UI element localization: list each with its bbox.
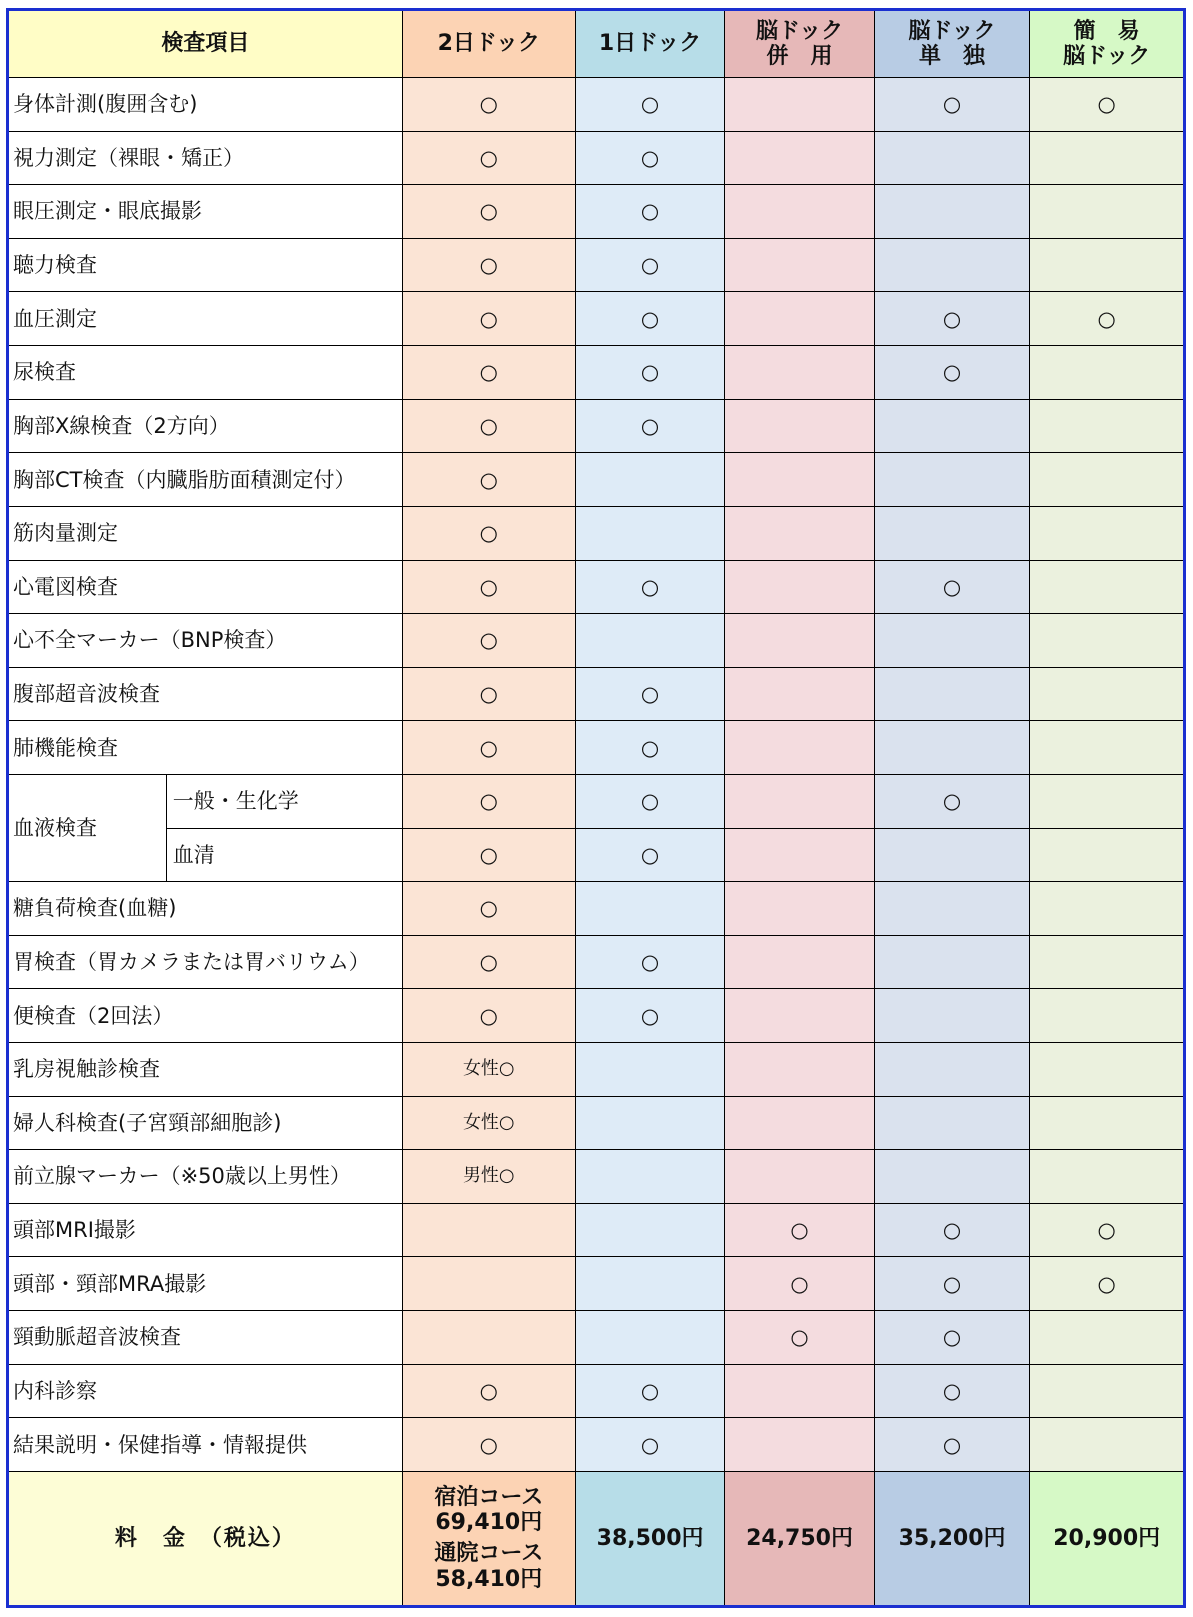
mark-cell bbox=[874, 1150, 1030, 1204]
mark-cell: ○ bbox=[874, 78, 1030, 132]
mark-cell: ○ bbox=[402, 667, 575, 721]
mark-cell: ○ bbox=[1030, 292, 1185, 346]
table-row bbox=[8, 989, 1185, 1043]
mark-cell: ○ bbox=[402, 935, 575, 989]
header-course-1day bbox=[575, 10, 724, 78]
blood-sub-item: 血清 bbox=[166, 828, 402, 882]
mark-cell bbox=[874, 238, 1030, 292]
mark-cell bbox=[874, 1096, 1030, 1150]
mark-cell bbox=[725, 506, 874, 560]
mark-cell bbox=[1030, 721, 1185, 775]
mark-cell: ○ bbox=[575, 774, 724, 828]
mark-cell: ○ bbox=[725, 1311, 874, 1365]
mark-cell: ○ bbox=[575, 1364, 724, 1418]
fee-2day bbox=[402, 1471, 575, 1606]
mark-cell: ○ bbox=[575, 560, 724, 614]
exam-name: 結果説明・保健指導・情報提供 bbox=[8, 1418, 403, 1472]
fee-label: 料 金 （税込） bbox=[8, 1471, 403, 1606]
mark-cell bbox=[874, 882, 1030, 936]
mark-cell bbox=[1030, 131, 1185, 185]
exam-name: 心不全マーカー（BNP検査） bbox=[8, 614, 403, 668]
mark-cell: ○ bbox=[874, 774, 1030, 828]
mark-cell bbox=[575, 1203, 724, 1257]
mark-cell: ○ bbox=[575, 667, 724, 721]
mark-cell bbox=[874, 506, 1030, 560]
header-course-brain-combo bbox=[725, 10, 874, 78]
mark-cell: ○ bbox=[575, 292, 724, 346]
mark-cell bbox=[1030, 399, 1185, 453]
mark-cell bbox=[874, 453, 1030, 507]
mark-cell: ○ bbox=[575, 185, 724, 239]
mark-cell: ○ bbox=[402, 721, 575, 775]
mark-cell: ○ bbox=[402, 346, 575, 400]
mark-cell bbox=[1030, 828, 1185, 882]
mark-cell bbox=[402, 1311, 575, 1365]
mark-cell bbox=[575, 614, 724, 668]
mark-cell: ○ bbox=[402, 774, 575, 828]
header-brain-solo-l2: 単 独 bbox=[919, 44, 986, 70]
exam-name: 糖負荷検査(血糖) bbox=[8, 882, 403, 936]
mark-cell bbox=[874, 614, 1030, 668]
table-row bbox=[8, 506, 1185, 560]
exam-name: 尿検査 bbox=[8, 346, 403, 400]
mark-cell bbox=[725, 1150, 874, 1204]
table-row bbox=[8, 1311, 1185, 1365]
mark-cell: ○ bbox=[402, 453, 575, 507]
mark-cell: ○ bbox=[575, 828, 724, 882]
mark-cell: ○ bbox=[874, 1311, 1030, 1365]
mark-cell: ○ bbox=[1030, 1203, 1185, 1257]
table-row bbox=[8, 882, 1185, 936]
mark-cell: ○ bbox=[575, 989, 724, 1043]
table-row bbox=[8, 935, 1185, 989]
mark-cell: ○ bbox=[402, 238, 575, 292]
mark-cell bbox=[725, 131, 874, 185]
mark-cell: ○ bbox=[402, 399, 575, 453]
exam-name: 胃検査（胃カメラまたは胃バリウム） bbox=[8, 935, 403, 989]
table-row bbox=[8, 828, 1185, 882]
header-2day-label: 2日ドック bbox=[437, 31, 541, 57]
mark-cell: ○ bbox=[402, 614, 575, 668]
mark-cell bbox=[725, 667, 874, 721]
table-row bbox=[8, 292, 1185, 346]
mark-cell bbox=[725, 292, 874, 346]
exam-name: 便検査（2回法） bbox=[8, 989, 403, 1043]
header-simple-brain-l1: 簡 易 bbox=[1073, 18, 1140, 44]
mark-cell bbox=[575, 882, 724, 936]
fee-brain-combo: 24,750円 bbox=[725, 1471, 874, 1606]
header-course-2day bbox=[402, 10, 575, 78]
exam-name: 内科診察 bbox=[8, 1364, 403, 1418]
mark-cell: ○ bbox=[725, 1203, 874, 1257]
mark-cell: ○ bbox=[402, 131, 575, 185]
mark-cell bbox=[725, 1364, 874, 1418]
mark-cell bbox=[725, 721, 874, 775]
exam-name: 腹部超音波検査 bbox=[8, 667, 403, 721]
table-row bbox=[8, 721, 1185, 775]
mark-cell bbox=[575, 1043, 724, 1097]
mark-cell bbox=[874, 989, 1030, 1043]
mark-cell bbox=[1030, 506, 1185, 560]
mark-cell: ○ bbox=[402, 989, 575, 1043]
mark-cell bbox=[575, 1150, 724, 1204]
mark-cell bbox=[725, 560, 874, 614]
exam-name: 頸動脈超音波検査 bbox=[8, 1311, 403, 1365]
mark-cell bbox=[874, 828, 1030, 882]
mark-cell bbox=[1030, 1364, 1185, 1418]
fee-1day: 38,500円 bbox=[575, 1471, 724, 1606]
mark-cell bbox=[874, 935, 1030, 989]
mark-cell bbox=[575, 1257, 724, 1311]
table-row bbox=[8, 1043, 1185, 1097]
mark-cell: ○ bbox=[402, 1418, 575, 1472]
mark-cell: ○ bbox=[575, 346, 724, 400]
mark-cell bbox=[725, 1096, 874, 1150]
header-course-simple-brain bbox=[1030, 10, 1185, 78]
exam-name: 筋肉量測定 bbox=[8, 506, 403, 560]
mark-cell: ○ bbox=[402, 1364, 575, 1418]
table-row bbox=[8, 399, 1185, 453]
header-1day-label: 1日ドック bbox=[598, 31, 702, 57]
stay-course-price: 69,410円 bbox=[435, 1510, 543, 1536]
table-row bbox=[8, 453, 1185, 507]
exam-name: 視力測定（裸眼・矯正） bbox=[8, 131, 403, 185]
mark-cell: ○ bbox=[874, 560, 1030, 614]
table-row bbox=[8, 560, 1185, 614]
mark-cell bbox=[874, 399, 1030, 453]
course-comparison-table bbox=[6, 8, 1186, 1608]
mark-cell bbox=[725, 614, 874, 668]
mark-cell: 男性○ bbox=[402, 1150, 575, 1204]
mark-cell bbox=[1030, 667, 1185, 721]
mark-cell bbox=[575, 453, 724, 507]
mark-cell: 女性○ bbox=[402, 1043, 575, 1097]
table-row bbox=[8, 131, 1185, 185]
mark-cell bbox=[725, 399, 874, 453]
mark-cell: ○ bbox=[575, 1418, 724, 1472]
mark-cell bbox=[1030, 560, 1185, 614]
mark-cell bbox=[725, 774, 874, 828]
mark-cell bbox=[402, 1257, 575, 1311]
table-row bbox=[8, 346, 1185, 400]
mark-cell bbox=[874, 1043, 1030, 1097]
mark-cell bbox=[1030, 453, 1185, 507]
table-row bbox=[8, 1364, 1185, 1418]
mark-cell bbox=[1030, 238, 1185, 292]
exam-name: 頭部MRI撮影 bbox=[8, 1203, 403, 1257]
mark-cell bbox=[1030, 614, 1185, 668]
exam-name: 前立腺マーカー（※50歳以上男性） bbox=[8, 1150, 403, 1204]
mark-cell: ○ bbox=[402, 506, 575, 560]
header-row bbox=[8, 10, 1185, 78]
mark-cell bbox=[1030, 185, 1185, 239]
header-item: 検査項目 bbox=[8, 10, 403, 78]
table-row bbox=[8, 1257, 1185, 1311]
mark-cell: ○ bbox=[874, 1203, 1030, 1257]
mark-cell: ○ bbox=[874, 1257, 1030, 1311]
mark-cell bbox=[725, 882, 874, 936]
mark-cell: ○ bbox=[1030, 78, 1185, 132]
mark-cell bbox=[1030, 935, 1185, 989]
mark-cell: ○ bbox=[874, 1418, 1030, 1472]
mark-cell bbox=[725, 238, 874, 292]
mark-cell bbox=[725, 185, 874, 239]
mark-cell bbox=[874, 185, 1030, 239]
mark-cell bbox=[1030, 774, 1185, 828]
mark-cell bbox=[1030, 989, 1185, 1043]
header-brain-combo-l2: 併 用 bbox=[766, 44, 833, 70]
table-row bbox=[8, 774, 1185, 828]
table-row bbox=[8, 1096, 1185, 1150]
mark-cell: ○ bbox=[874, 292, 1030, 346]
mark-cell: ○ bbox=[402, 292, 575, 346]
blood-sub-item: 一般・生化学 bbox=[166, 774, 402, 828]
exam-name: 身体計測(腹囲含む) bbox=[8, 78, 403, 132]
mark-cell: ○ bbox=[575, 78, 724, 132]
fee-brain-solo: 35,200円 bbox=[874, 1471, 1030, 1606]
mark-cell: ○ bbox=[575, 238, 724, 292]
mark-cell bbox=[402, 1203, 575, 1257]
table-row bbox=[8, 238, 1185, 292]
exam-name: 婦人科検査(子宮頸部細胞診) bbox=[8, 1096, 403, 1150]
header-brain-combo-l1: 脳ドック bbox=[755, 18, 844, 44]
table-row bbox=[8, 1203, 1185, 1257]
mark-cell: ○ bbox=[402, 560, 575, 614]
exam-name: 肺機能検査 bbox=[8, 721, 403, 775]
exam-name: 心電図検査 bbox=[8, 560, 403, 614]
mark-cell bbox=[725, 989, 874, 1043]
mark-cell bbox=[1030, 882, 1185, 936]
mark-cell bbox=[1030, 1096, 1185, 1150]
commute-course-label: 通院コース bbox=[434, 1541, 544, 1567]
mark-cell bbox=[725, 1043, 874, 1097]
exam-name: 眼圧測定・眼底撮影 bbox=[8, 185, 403, 239]
mark-cell bbox=[1030, 1043, 1185, 1097]
table-row bbox=[8, 1150, 1185, 1204]
table-row bbox=[8, 78, 1185, 132]
mark-cell: ○ bbox=[575, 935, 724, 989]
mark-cell bbox=[725, 935, 874, 989]
exam-name: 胸部X線検査（2方向） bbox=[8, 399, 403, 453]
mark-cell bbox=[1030, 1311, 1185, 1365]
exam-name: 乳房視触診検査 bbox=[8, 1043, 403, 1097]
mark-cell: ○ bbox=[874, 1364, 1030, 1418]
mark-cell bbox=[725, 346, 874, 400]
mark-cell: ○ bbox=[402, 828, 575, 882]
commute-course-price: 58,410円 bbox=[435, 1566, 543, 1592]
fee-row bbox=[8, 1471, 1185, 1606]
mark-cell: ○ bbox=[402, 882, 575, 936]
mark-cell bbox=[575, 506, 724, 560]
table-row bbox=[8, 185, 1185, 239]
header-simple-brain-l2: 脳ドック bbox=[1063, 44, 1151, 70]
mark-cell: ○ bbox=[575, 721, 724, 775]
mark-cell: ○ bbox=[402, 78, 575, 132]
mark-cell: 女性○ bbox=[402, 1096, 575, 1150]
mark-cell bbox=[1030, 1150, 1185, 1204]
header-brain-solo-l1: 脳ドック bbox=[908, 18, 996, 44]
mark-cell: ○ bbox=[575, 131, 724, 185]
mark-cell bbox=[725, 78, 874, 132]
exam-name: 聴力検査 bbox=[8, 238, 403, 292]
table-row bbox=[8, 667, 1185, 721]
mark-cell bbox=[725, 828, 874, 882]
mark-cell bbox=[1030, 346, 1185, 400]
mark-cell bbox=[874, 131, 1030, 185]
header-course-brain-solo bbox=[874, 10, 1030, 78]
mark-cell: ○ bbox=[1030, 1257, 1185, 1311]
mark-cell bbox=[575, 1311, 724, 1365]
mark-cell: ○ bbox=[874, 346, 1030, 400]
mark-cell bbox=[874, 667, 1030, 721]
mark-cell: ○ bbox=[402, 185, 575, 239]
mark-cell bbox=[1030, 1418, 1185, 1472]
table-row bbox=[8, 614, 1185, 668]
mark-cell: ○ bbox=[725, 1257, 874, 1311]
table-row bbox=[8, 1418, 1185, 1472]
stay-course-label: 宿泊コース bbox=[434, 1484, 544, 1510]
blood-test-group: 血液検査 bbox=[8, 774, 167, 881]
fee-simple-brain: 20,900円 bbox=[1030, 1471, 1185, 1606]
mark-cell bbox=[725, 453, 874, 507]
mark-cell: ○ bbox=[575, 399, 724, 453]
exam-name: 胸部CT検査（内臓脂肪面積測定付） bbox=[8, 453, 403, 507]
exam-name: 頭部・頸部MRA撮影 bbox=[8, 1257, 403, 1311]
exam-name: 血圧測定 bbox=[8, 292, 403, 346]
mark-cell bbox=[725, 1418, 874, 1472]
mark-cell bbox=[874, 721, 1030, 775]
mark-cell bbox=[575, 1096, 724, 1150]
